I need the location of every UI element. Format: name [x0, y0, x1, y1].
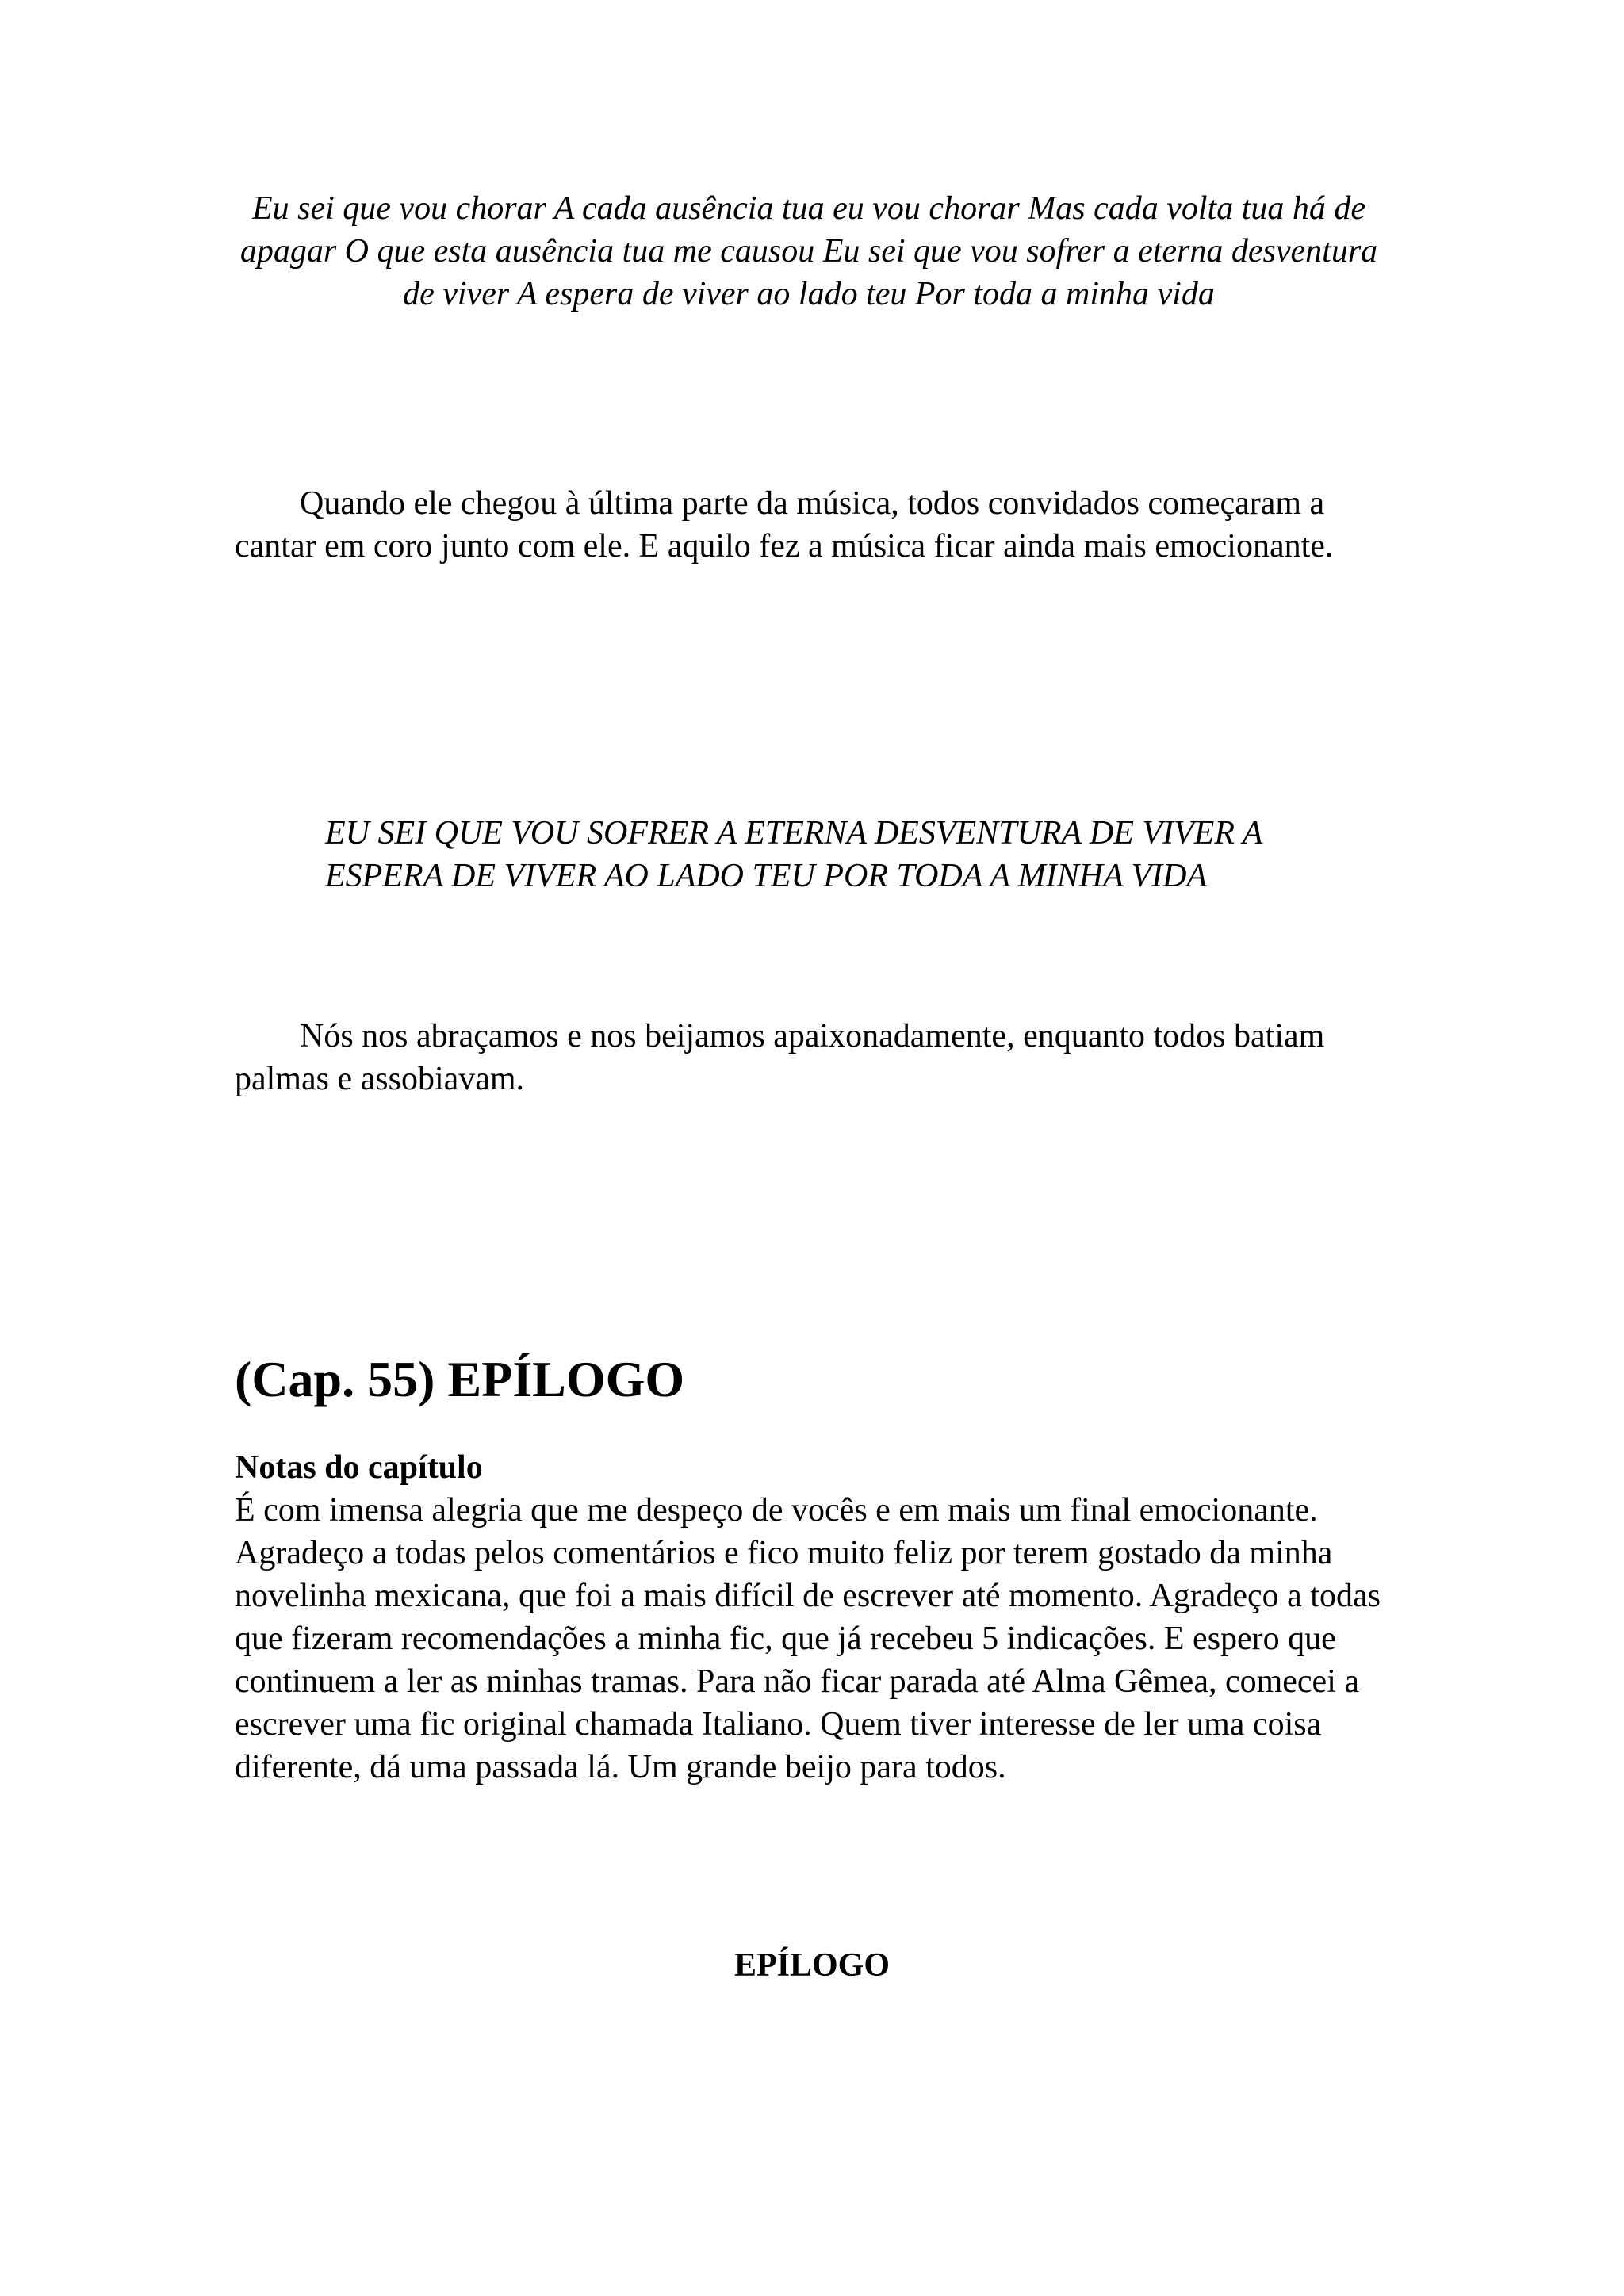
song-lyrics-uppercase: EU SEI QUE VOU SOFRER A ETERNA DESVENTURA DE VIVER A ESPERA DE VIVER AO LADO TEU POR TODA A MINHA VIDA	[325, 815, 1262, 894]
chapter-notes-heading: Notas do capítulo	[235, 1449, 483, 1486]
chapter-title: (Cap. 55) EPÍLOGO	[235, 1351, 685, 1407]
story-paragraph: Quando ele chegou à última parte da música, todos convidados começaram a cantar em coro junto com ele. E aquilo fez a música ficar ainda mais emocionante.	[235, 485, 1334, 564]
story-paragraph: Nós nos abraçamos e nos beijamos apaixonadamente, enquanto todos batiam palmas e assobiavam.	[235, 1018, 1325, 1097]
song-lyrics-centered: Eu sei que vou chorar A cada ausência tua eu vou chorar Mas cada volta tua há de apagar O que esta ausência tua me causou Eu sei que vou sofrer a eterna desventura de viver A espera de viver ao lado teu Por toda a minha vida	[239, 190, 1378, 312]
chapter-notes-text: É com imensa alegria que me despeço de vocês e em mais um final emocionante. Agradeço a todas pelos comentários e fico muito feliz por terem gostado da minha novelinha mexicana, que foi a mais difícil de escrever até momento. Agradeço a todas que fizeram recomendações a minha fic, que já recebeu 5 indicações. E espero que continuem a ler as minhas tramas. Para não ficar parada até Alma Gêmea, comecei a escrever uma fic original chamada Italiano. Quem tiver interesse de ler uma coisa diferente, dá uma passada lá. Um grande beijo para todos.	[235, 1492, 1381, 1785]
section-heading: EPÍLOGO	[733, 1947, 891, 1984]
